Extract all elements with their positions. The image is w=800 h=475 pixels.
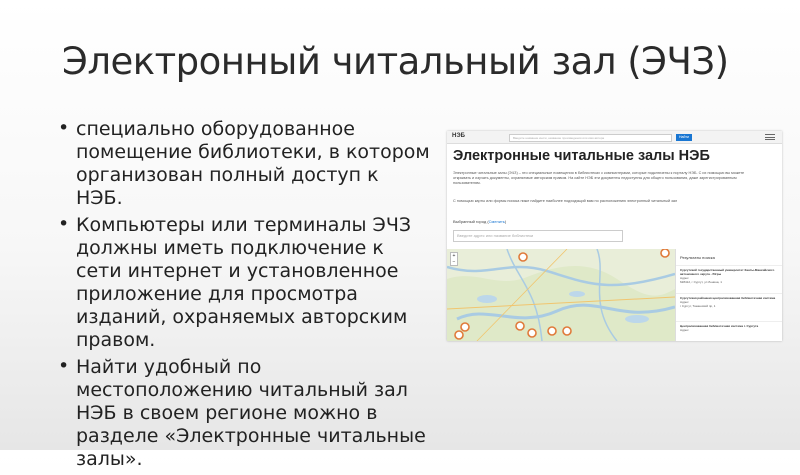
map-marker-icon[interactable] (461, 323, 469, 331)
site-search-button[interactable]: Найти (676, 134, 692, 141)
map-marker-icon[interactable] (528, 329, 536, 337)
bullet-list (56, 118, 431, 475)
bullet-glyph: • (58, 117, 70, 139)
bullet-text: Компьютеры или терминалы ЭЧЗ должны иметь подключение к сети интернет и установленное приложение для просмотра изданий, охраняемых авторским правом. (76, 214, 412, 351)
city-label: Выбранный город (453, 219, 487, 224)
result-name: Сургутская районная централизованная библиотечная система (680, 296, 776, 300)
result-address: г Сургут, Тюменский пр, 1 (680, 304, 716, 308)
address-search-input[interactable]: Введите адрес или название библиотеки (453, 230, 623, 242)
result-item[interactable] (676, 321, 782, 334)
bullet-text: специально оборудованное помещение библиотеки, в котором организован полный доступ к НЭБ. (76, 118, 430, 209)
embedded-website-screenshot (447, 131, 782, 341)
site-header (447, 131, 782, 144)
bullet-item (56, 214, 431, 352)
city-change-link[interactable]: Сменить (488, 219, 505, 224)
site-intro-text: Электронные читальные залы (ЭЧЗ) – это специальные помещения в библиотеках с компьютерами, которые подключены к порталу НЭБ. С их помощью вы можете открывать и изучать документы, охраняемые авторским правом. На сайте НЭБ эти документы недоступны для общего пользования, даже зарегистрированным пользователям. (453, 171, 745, 185)
city-selector: Выбранный город (Сменить) (453, 219, 507, 224)
site-search-input[interactable]: Введите название книги, название произведения или имя автора (509, 134, 672, 142)
map-canvas[interactable] (447, 249, 675, 341)
map-marker-icon[interactable] (519, 253, 527, 261)
reading-rooms-map[interactable] (447, 249, 675, 341)
map-marker-icon[interactable] (548, 327, 556, 335)
search-results-panel (675, 249, 782, 341)
result-name: Сургутский государственный университет Ханты-Мансийского автономного округа - Югры (680, 268, 775, 276)
slide-title: Электронный читальный зал (ЭЧЗ) (62, 40, 729, 83)
bullet-item (56, 356, 431, 471)
bullet-glyph: • (58, 213, 70, 235)
result-address-label: Адрес (680, 328, 689, 332)
bullet-item (56, 118, 431, 210)
site-page-heading: Электронные читальные залы НЭБ (453, 148, 710, 164)
result-address-label: Адрес (680, 300, 689, 304)
bullet-text: Найти удобный по местоположению читальный зал НЭБ в своем регионе можно в разделе «Электронные читальные залы». (76, 356, 426, 470)
result-address: 628412, г Сургут, ул Ленина, 1 (680, 280, 722, 284)
map-zoom-control[interactable]: + − (450, 252, 458, 266)
map-marker-icon[interactable] (455, 331, 463, 339)
result-item[interactable] (676, 293, 782, 310)
result-name: Централизованная библиотечная система г. Сургута (680, 324, 759, 328)
result-item[interactable] (676, 265, 782, 286)
map-marker-icon[interactable] (516, 322, 524, 330)
result-address-label: Адрес (680, 276, 689, 280)
hamburger-menu-icon[interactable] (765, 134, 775, 140)
map-marker-icon[interactable] (563, 327, 571, 335)
site-logo[interactable]: НЭБ (452, 133, 465, 139)
bullet-glyph: • (58, 355, 70, 377)
site-instruction-text: С помощью карты или формы поиска ниже найдите наиболее подходящий вам по расположению электронный читальный зал (453, 199, 678, 203)
results-title: Результаты поиска (680, 255, 715, 260)
map-marker-icon[interactable] (661, 249, 669, 257)
